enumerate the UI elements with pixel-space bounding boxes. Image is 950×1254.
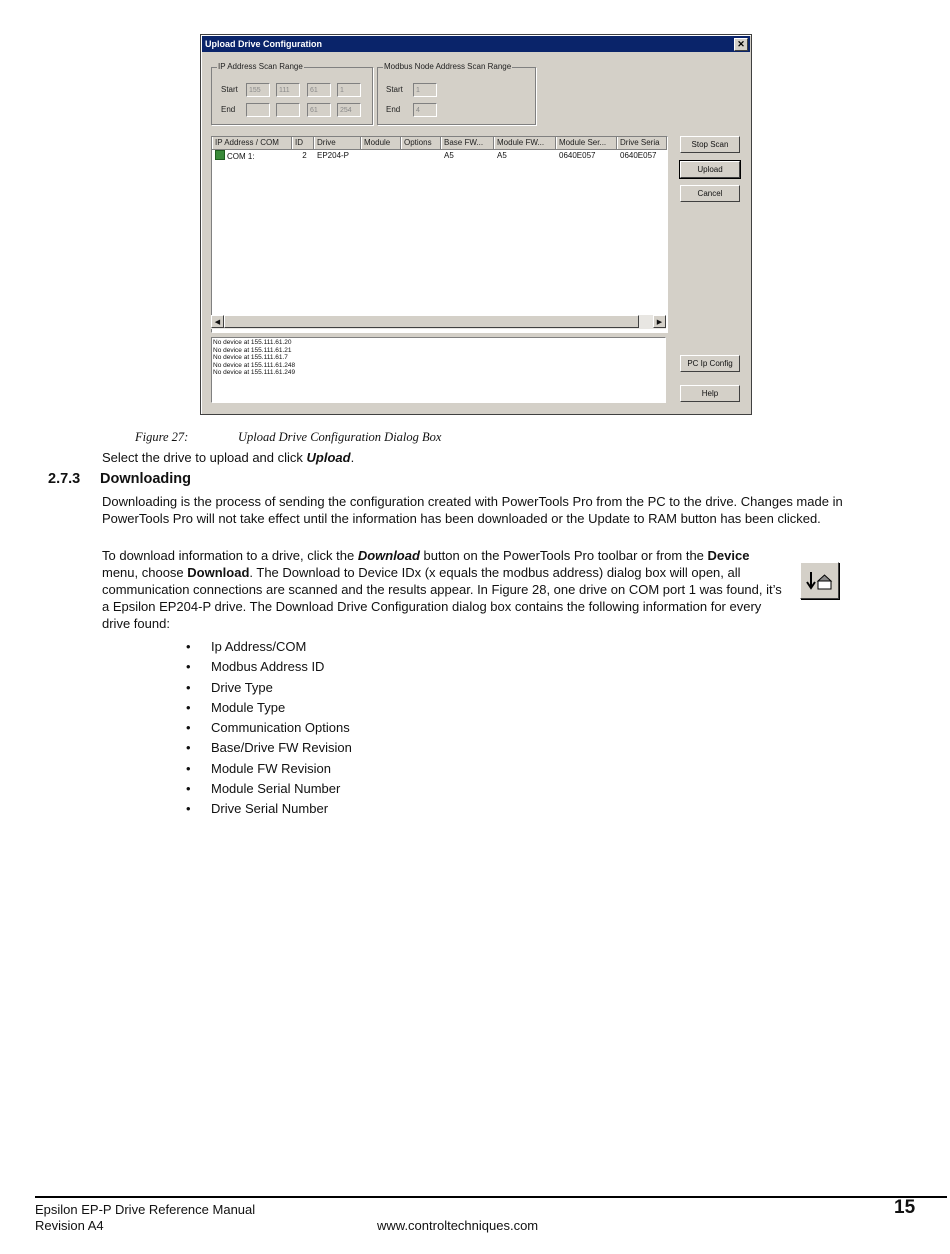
list-item [186, 679, 352, 699]
log-line: No device at 155.111.61.249 [213, 369, 296, 376]
log-line: No device at 155.111.61.248 [213, 361, 296, 369]
para2-text: button on the PowerTools Pro toolbar or from the [419, 548, 708, 563]
list-item-text: Ip Address/COM [211, 639, 307, 654]
cell-drive-serial: 0640E057 [620, 151, 657, 160]
column-header[interactable]: Module FW... [494, 137, 556, 149]
horizontal-scrollbar[interactable] [211, 315, 666, 329]
log-line: No device at 155.111.61.21 [213, 346, 292, 354]
log-line: No device at 155.111.61.7 [213, 354, 288, 361]
drive-list-header [212, 137, 667, 150]
footer-manual-title: Epsilon EP-P Drive Reference Manual [35, 1202, 256, 1217]
list-item [186, 780, 352, 800]
ip-start-octet-2[interactable]: 111 [276, 83, 300, 97]
column-header[interactable]: Module Ser... [556, 137, 617, 149]
section-number: 2.7.3 [48, 471, 81, 487]
list-item [186, 658, 352, 678]
cancel-button[interactable]: Cancel [680, 185, 740, 202]
list-item [186, 800, 352, 820]
scroll-thumb[interactable] [224, 315, 639, 328]
list-item [186, 638, 352, 658]
select-text-bold: Upload [306, 450, 351, 465]
bullet: • [186, 639, 191, 654]
cell-module-serial: 0640E057 [559, 151, 596, 160]
cell-base-fw: A5 [444, 151, 454, 160]
bullet: • [186, 679, 191, 695]
upload-drive-configuration-dialog [200, 34, 752, 415]
scroll-left-icon[interactable]: ◀ [211, 315, 224, 328]
list-item-text: Module Type [211, 699, 286, 715]
footer-revision: Revision A4 [35, 1218, 104, 1233]
bullet: • [186, 760, 191, 776]
download-toolbar-icon [800, 562, 839, 599]
log-line: No device at 155.111.61.20 [213, 339, 292, 346]
ip-start-octet-4[interactable]: 1 [337, 83, 361, 97]
section-title: Downloading [100, 471, 192, 487]
stop-scan-button[interactable]: Stop Scan [680, 136, 740, 153]
section-heading [48, 471, 192, 487]
upload-button[interactable]: Upload [680, 161, 740, 178]
dialog-title: Upload Drive Configuration [205, 39, 322, 49]
bullet: • [186, 699, 191, 715]
column-header[interactable]: ID [292, 137, 314, 149]
dialog-title-bar [202, 36, 750, 52]
list-item-text: Modbus Address ID [211, 659, 325, 675]
list-item [186, 699, 352, 719]
bullet: • [186, 659, 191, 675]
footer-divider [35, 1196, 947, 1198]
column-header[interactable]: Drive Seria [617, 137, 667, 149]
modbus-scan-range-group [377, 62, 536, 125]
bullet: • [186, 740, 191, 756]
list-item-text: Base/Drive FW Revision [211, 740, 352, 756]
cell-drive: EP204-P [317, 151, 350, 160]
cell-id: 2 [302, 151, 307, 160]
scan-log [211, 337, 666, 403]
para2-download-menu-bold: Download [187, 565, 250, 580]
para2-download-bold: Download [357, 548, 420, 563]
cell-ip-com [212, 150, 292, 161]
ip-start-label: Start [221, 85, 238, 94]
downloading-paragraph-1: Downloading is the process of sending the configuration created with PowerTools Pro from the PC to the drive. Changes made in PowerTools Pro will not take effect until the information has been downloaded or the Update to RAM button has been clicked. [102, 494, 843, 526]
pc-ip-config-button[interactable]: PC Ip Config [680, 355, 740, 372]
list-item-text: Drive Serial Number [211, 801, 329, 817]
column-header[interactable]: IP Address / COM [212, 137, 292, 149]
select-instruction [102, 449, 852, 466]
column-header[interactable]: Module [361, 137, 401, 149]
modbus-start-field[interactable]: 1 [413, 83, 437, 97]
figure-number: Figure 27: [135, 430, 189, 444]
list-item [186, 739, 352, 759]
figure-caption-text: Upload Drive Configuration Dialog Box [238, 430, 442, 444]
cell-module [361, 150, 401, 161]
ip-start-octet-3[interactable]: 61 [307, 83, 331, 97]
figure-caption [135, 430, 442, 445]
drive-info-list [186, 638, 352, 821]
modbus-group-label: Modbus Node Address Scan Range [384, 62, 512, 71]
ip-end-label: End [221, 105, 236, 114]
select-text-post: . [350, 450, 355, 465]
bullet: • [186, 720, 191, 736]
table-row[interactable] [212, 150, 667, 161]
ip-group-label: IP Address Scan Range [218, 62, 303, 71]
modbus-end-field[interactable]: 4 [413, 103, 437, 117]
cell-module-fw: A5 [497, 151, 507, 160]
download-icon [801, 563, 838, 598]
para2-device-bold: Device [707, 548, 750, 563]
ip-start-octet-1[interactable]: 155 [246, 83, 270, 97]
close-button[interactable]: ✕ [734, 38, 748, 51]
column-header[interactable]: Options [401, 137, 441, 149]
select-text-pre: Select the drive to upload and click [102, 450, 307, 465]
ip-end-octet-2[interactable] [276, 103, 300, 117]
footer-url: www.controltechniques.com [377, 1218, 539, 1233]
list-item [186, 719, 352, 739]
list-item-text: Drive Type [211, 679, 273, 695]
para2-text: menu, choose [102, 565, 188, 580]
help-button[interactable]: Help [680, 385, 740, 402]
ip-end-octet-3[interactable]: 61 [307, 103, 331, 117]
scroll-right-icon[interactable]: ▶ [653, 315, 666, 328]
ip-end-octet-1[interactable] [246, 103, 270, 117]
column-header[interactable]: Base FW... [441, 137, 494, 149]
ip-end-octet-4[interactable]: 254 [337, 103, 361, 117]
modbus-start-label: Start [386, 85, 403, 94]
drive-list[interactable] [211, 136, 668, 333]
bullet: • [186, 781, 191, 797]
para2-text: . The Download to Device IDx (x equals the modbus address) dialog box will open, all communication connections are scanned and the results appear. In Figure 28, one drive on COM port 1 was found, it’s a Epsilon EP204-P drive. The Download Drive Configuration dialog box contains the following information for every drive found: [102, 565, 782, 631]
cell-text: COM 1: [227, 152, 255, 161]
list-item-text: Module FW Revision [211, 760, 331, 776]
list-item [186, 760, 352, 780]
drive-icon [215, 150, 225, 160]
para2-text: To download information to a drive, click the [102, 548, 358, 563]
list-item-text: Communication Options [211, 720, 350, 736]
ip-address-scan-range-group [211, 62, 373, 125]
cell-options [401, 150, 441, 161]
downloading-paragraph-2 [102, 547, 782, 632]
list-item-text: Module Serial Number [211, 781, 341, 797]
page-number: 15 [894, 1197, 916, 1218]
modbus-end-label: End [386, 105, 401, 114]
column-header[interactable]: Drive [314, 137, 361, 149]
bullet: • [186, 801, 191, 817]
